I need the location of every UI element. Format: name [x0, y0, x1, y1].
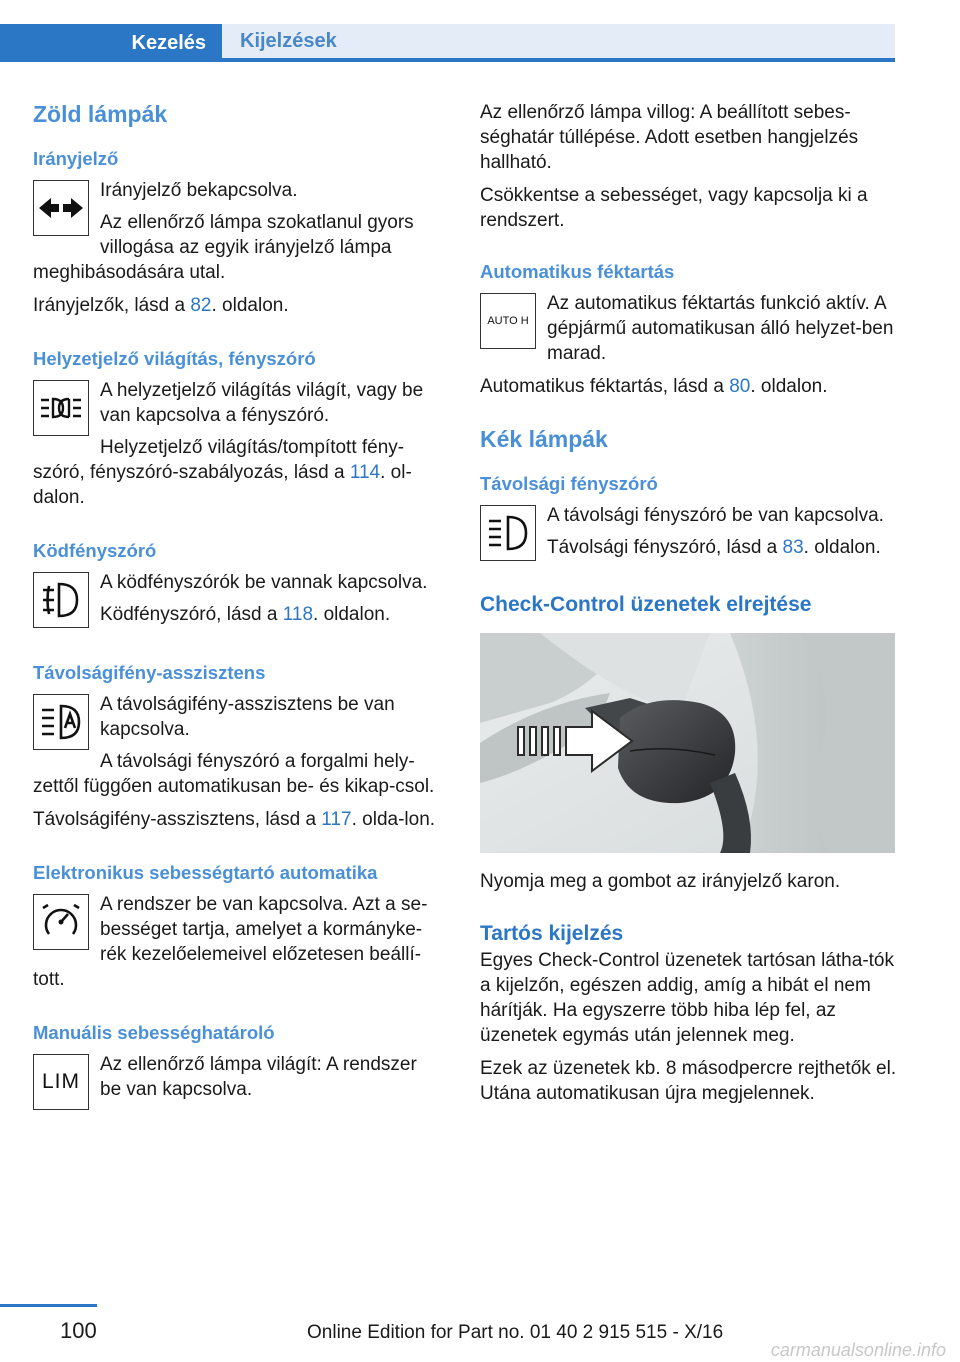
heading-turn-signal: Irányjelző [33, 148, 119, 169]
auto-hold-icon: AUTO H [480, 293, 536, 349]
entry-parking-lights [33, 378, 443, 510]
photo-caption: Nyomja meg a gombot az irányjelző karon. [480, 871, 841, 892]
turn-signal-text-1: Irányjelző bekapcsolva. [100, 180, 298, 201]
tab-kijelzesek[interactable]: Kijelzések [222, 24, 895, 58]
page-link-117[interactable]: 117 [321, 809, 352, 830]
heading-auto-hold: Automatikus féktartás [480, 261, 675, 282]
page-link-118[interactable]: 118 [282, 604, 314, 625]
parking-lights-text-1: A helyzetjelző világítás világít, vagy be van kapcsolva a fényszóró. [100, 380, 424, 426]
chapter-tabs [0, 24, 895, 62]
cruise-control-continuation-1: Az ellenőrző lámpa villog: A beállított sebes-séghatár túllépése. Adott esetben hangjelzés hallható. [480, 102, 859, 173]
entry-high-beam-assistant [33, 692, 443, 799]
turn-signal-icon [33, 180, 89, 236]
turn-signal-text-2: Az ellenőrző lámpa szokatlanul gyors villogása az egyik irányjelző lámpa meghibásodására utal. [33, 212, 414, 283]
entry-speed-limiter [33, 1052, 443, 1114]
parking-lights-icon [33, 380, 89, 436]
fog-light-icon [33, 572, 89, 628]
entry-auto-hold [480, 291, 898, 366]
high-beam-ref: Távolsági fényszóró, lásd a 83. oldalon. [547, 537, 881, 558]
page-number: 100 [60, 1318, 97, 1343]
heading-high-beam: Távolsági fényszóró [480, 473, 658, 494]
footer-rule [0, 1304, 97, 1307]
high-beam-text-1: A távolsági fényszóró be van kapcsolva. [547, 505, 884, 526]
tab-kezeles[interactable]: Kezelés [0, 24, 222, 62]
fog-lights-ref: Ködfényszóró, lásd a 118. oldalon. [100, 604, 391, 625]
page-link-82[interactable]: 82 [190, 295, 212, 316]
section-title-green-lamps: Zöld lámpák [33, 101, 168, 127]
turn-signal-stalk-photo [480, 633, 895, 853]
section-title-check-control: Check-Control üzenetek elrejtése [480, 593, 812, 616]
heading-fog-lights: Ködfényszóró [33, 540, 157, 561]
high-beam-assistant-ref: Távolságifény-asszisztens, lásd a 117. olda-lon. [33, 809, 436, 830]
cruise-control-text-1: A rendszer be van kapcsolva. Azt a se-bességet tartja, amelyet a kormányke-rék kezelőelemeivel előzetesen beállí-tott. [33, 894, 428, 990]
edition-note: Online Edition for Part no. 01 40 2 915 515 - X/16 [307, 1322, 724, 1343]
page-link-114[interactable]: 114 [349, 462, 381, 483]
high-beam-icon [480, 505, 536, 561]
page-link-83[interactable]: 83 [782, 537, 804, 558]
speed-limiter-text-1: Az ellenőrző lámpa világít: A rendszer be van kapcsolva. [100, 1054, 417, 1100]
auto-hold-text-1: Az automatikus féktartás funkció aktív. A gépjármű automatikusan álló helyzet-ben marad. [547, 293, 894, 364]
persistent-display-text-1: Egyes Check-Control üzenetek tartósan látha-tók a kijelzőn, egészen addig, amíg a hibát el nem hárítják. Ha egyszerre több hiba lép fel, az üzenetek egymás után jelennek meg. [480, 950, 894, 1046]
lim-icon: LIM [33, 1054, 89, 1110]
turn-signal-ref: Irányjelzők, lásd a 82. oldalon. [33, 295, 289, 316]
entry-turn-signal [33, 178, 443, 285]
tab-underline [222, 58, 895, 62]
left-column [33, 100, 443, 1114]
section-title-blue-lamps: Kék lámpák [480, 426, 608, 452]
heading-parking-lights: Helyzetjelző világítás, fényszóró [33, 348, 316, 369]
high-beam-assistant-text-2: A távolsági fényszóró a forgalmi hely-zettől függően automatikusan be- és kikap-csol. [33, 751, 435, 797]
entry-fog-lights [33, 570, 443, 632]
persistent-display-text-2: Ezek az üzenetek kb. 8 másodpercre rejthetők el. Utána automatikusan újra megjelennek. [480, 1058, 897, 1104]
section-title-persistent-display: Tartós kijelzés [480, 922, 624, 945]
high-beam-assistant-text-1: A távolságifény-asszisztens be van kapcsolva. [100, 694, 395, 740]
high-beam-assistant-icon [33, 694, 89, 750]
auto-hold-ref: Automatikus féktartás, lásd a 80. oldalon. [480, 376, 828, 397]
cruise-control-icon [33, 894, 89, 950]
cruise-control-continuation-2: Csökkentse a sebességet, vagy kapcsolja ki a rendszert. [480, 185, 868, 231]
page-link-80[interactable]: 80 [729, 376, 751, 397]
watermark: carmanualsonline.info [770, 1340, 946, 1360]
right-column [480, 100, 898, 1106]
heading-high-beam-assistant: Távolságifény-asszisztens [33, 662, 266, 683]
entry-high-beam [480, 503, 898, 565]
parking-lights-text-2: Helyzetjelző világítás/tompított fény-szóró, fényszóró-szabályozás, lásd a 114. ol-dalon. [33, 437, 412, 508]
entry-cruise-control [33, 892, 443, 992]
heading-cruise-control: Elektronikus sebességtartó automatika [33, 862, 378, 883]
heading-speed-limiter: Manuális sebességhatároló [33, 1022, 275, 1043]
fog-lights-text-1: A ködfényszórók be vannak kapcsolva. [100, 572, 428, 593]
